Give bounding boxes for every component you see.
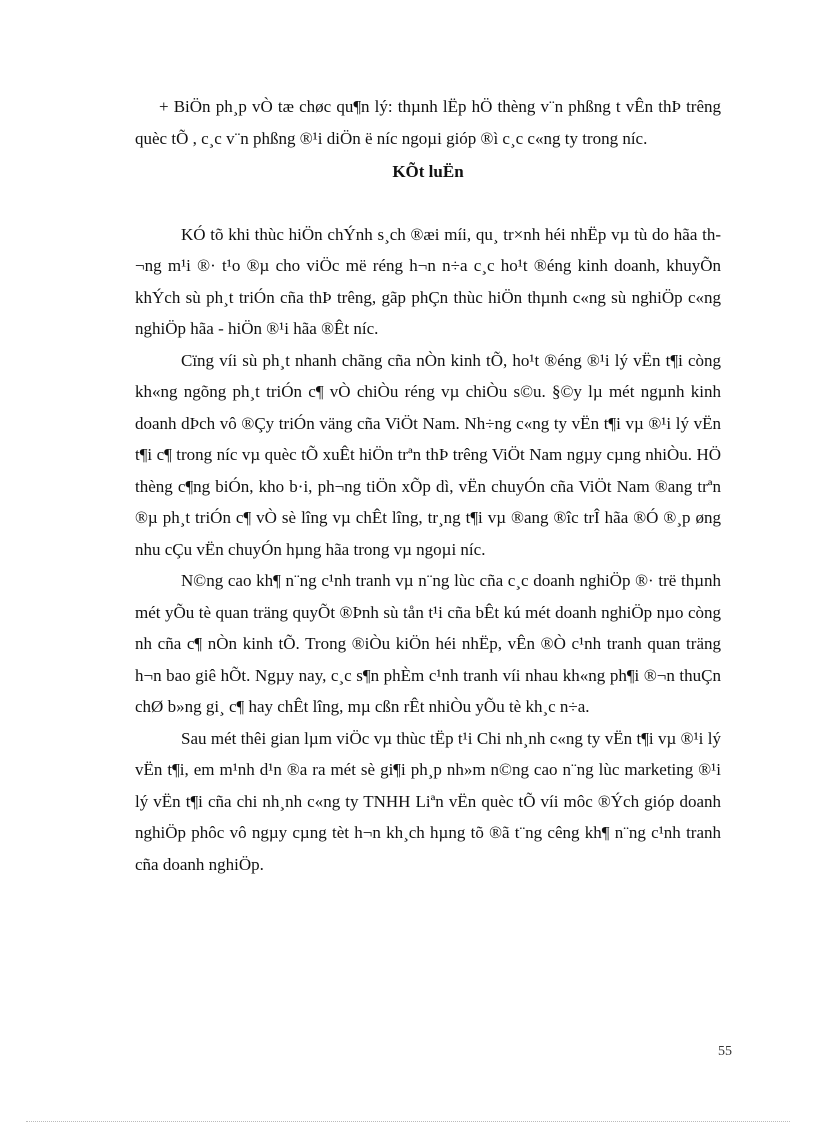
section-heading: KÕt luËn — [392, 162, 464, 181]
page-number: 55 — [718, 1044, 732, 1059]
paragraph-1: KÓ tõ khi thùc hiÖn chÝnh s¸ch ®æi míi, qu¸ tr×nh héi nhËp vµ tù do hãa th¬ng m¹i ®· t¹o ®µ cho viÖc më réng h¬n n÷a c¸c ho¹t ®éng kinh doanh, khuyÕn khÝch sù ph¸t triÓn cña thÞ trêng, gãp phÇn thùc hiÖn thµnh c«ng sù nghiÖp c«ng nghiÖp hãa - hiÖn ®¹i hãa ®Êt níc. — [135, 224, 721, 338]
body-text — [135, 91, 721, 880]
intro-paragraph: + BiÖn ph¸p vÒ tæ chøc qu¶n lý: thµnh lËp hÖ thèng v¨n phßng t vÊn thÞ trêng quèc tÕ , c¸c v¨n phßng ®¹i diÖn ë níc ngoµi gióp ®ì c¸c c«ng ty trong níc. — [135, 97, 721, 148]
paragraph-2: Cïng víi sù ph¸t nhanh chãng cña nÒn kinh tÕ, ho¹t ®éng ®¹i lý vËn t¶i còng kh«ng ngõng ph¸t triÓn c¶ vÒ chiÒu réng vµ chiÒu s©u. §©y lµ mét ngµnh kinh doanh dÞch vô ®Çy triÓn väng cña ViÖt Nam. Nh÷ng c«ng ty vËn t¶i vµ ®¹i lý vËn t¶i c¶ trong níc vµ quèc tÕ xuÊt hiÖn trªn thÞ trêng ViÖt Nam ngµy cµng nhiÒu. HÖ thèng c¶ng biÓn, kho b·i, ph¬ng tiÖn xÕp dì, vËn chuyÓn cña ViÖt Nam ®ang trªn ®µ ph¸t triÓn c¶ vÒ sè lîng vµ chÊt lîng, tr¸ng t¶i vµ ®ang ®îc trÎ hãa ®Ó ®¸p øng nhu cÇu vËn chuyÓn hµng hãa trong vµ ngoµi níc. — [135, 350, 721, 559]
paragraph-4: Sau mét thêi gian lµm viÖc vµ thùc tËp t¹i Chi nh¸nh c«ng ty vËn t¶i vµ ®¹i lý vËn t¶i, em m¹nh d¹n ®a ra mét sè gi¶i ph¸p nh»m n©ng cao n¨ng lùc marketing ®¹i lý vËn t¶i cña chi nh¸nh c«ng ty TNHH Liªn vËn quèc tÕ víi môc ®Ých gióp doanh nghiÖp phôc vô ngµy cµng tèt h¬n kh¸ch hµng tõ ®ã t¨ng cêng kh¶ n¨ng c¹nh tranh cña doanh nghiÖp. — [135, 728, 721, 874]
footer-divider — [26, 1121, 790, 1122]
paragraph-3: N©ng cao kh¶ n¨ng c¹nh tranh vµ n¨ng lùc cña c¸c doanh nghiÖp ®· trë thµnh mét yÕu tè quan träng quyÕt ®Þnh sù tån t¹i cña bÊt kú mét doanh nghiÖp nµo còng nh cña c¶ nÒn kinh tÕ. Trong ®iÒu kiÖn héi nhËp, vÊn ®Ò c¹nh tranh quan träng h¬n bao giê hÕt. Ngµy nay, c¸c s¶n phÈm c¹nh tranh víi nhau kh«ng ph¶i ®¬n thuÇn chØ b»ng gi¸ c¶ hay chÊt lîng, mµ cßn rÊt nhiÒu yÕu tè kh¸c n÷a. — [135, 571, 721, 716]
